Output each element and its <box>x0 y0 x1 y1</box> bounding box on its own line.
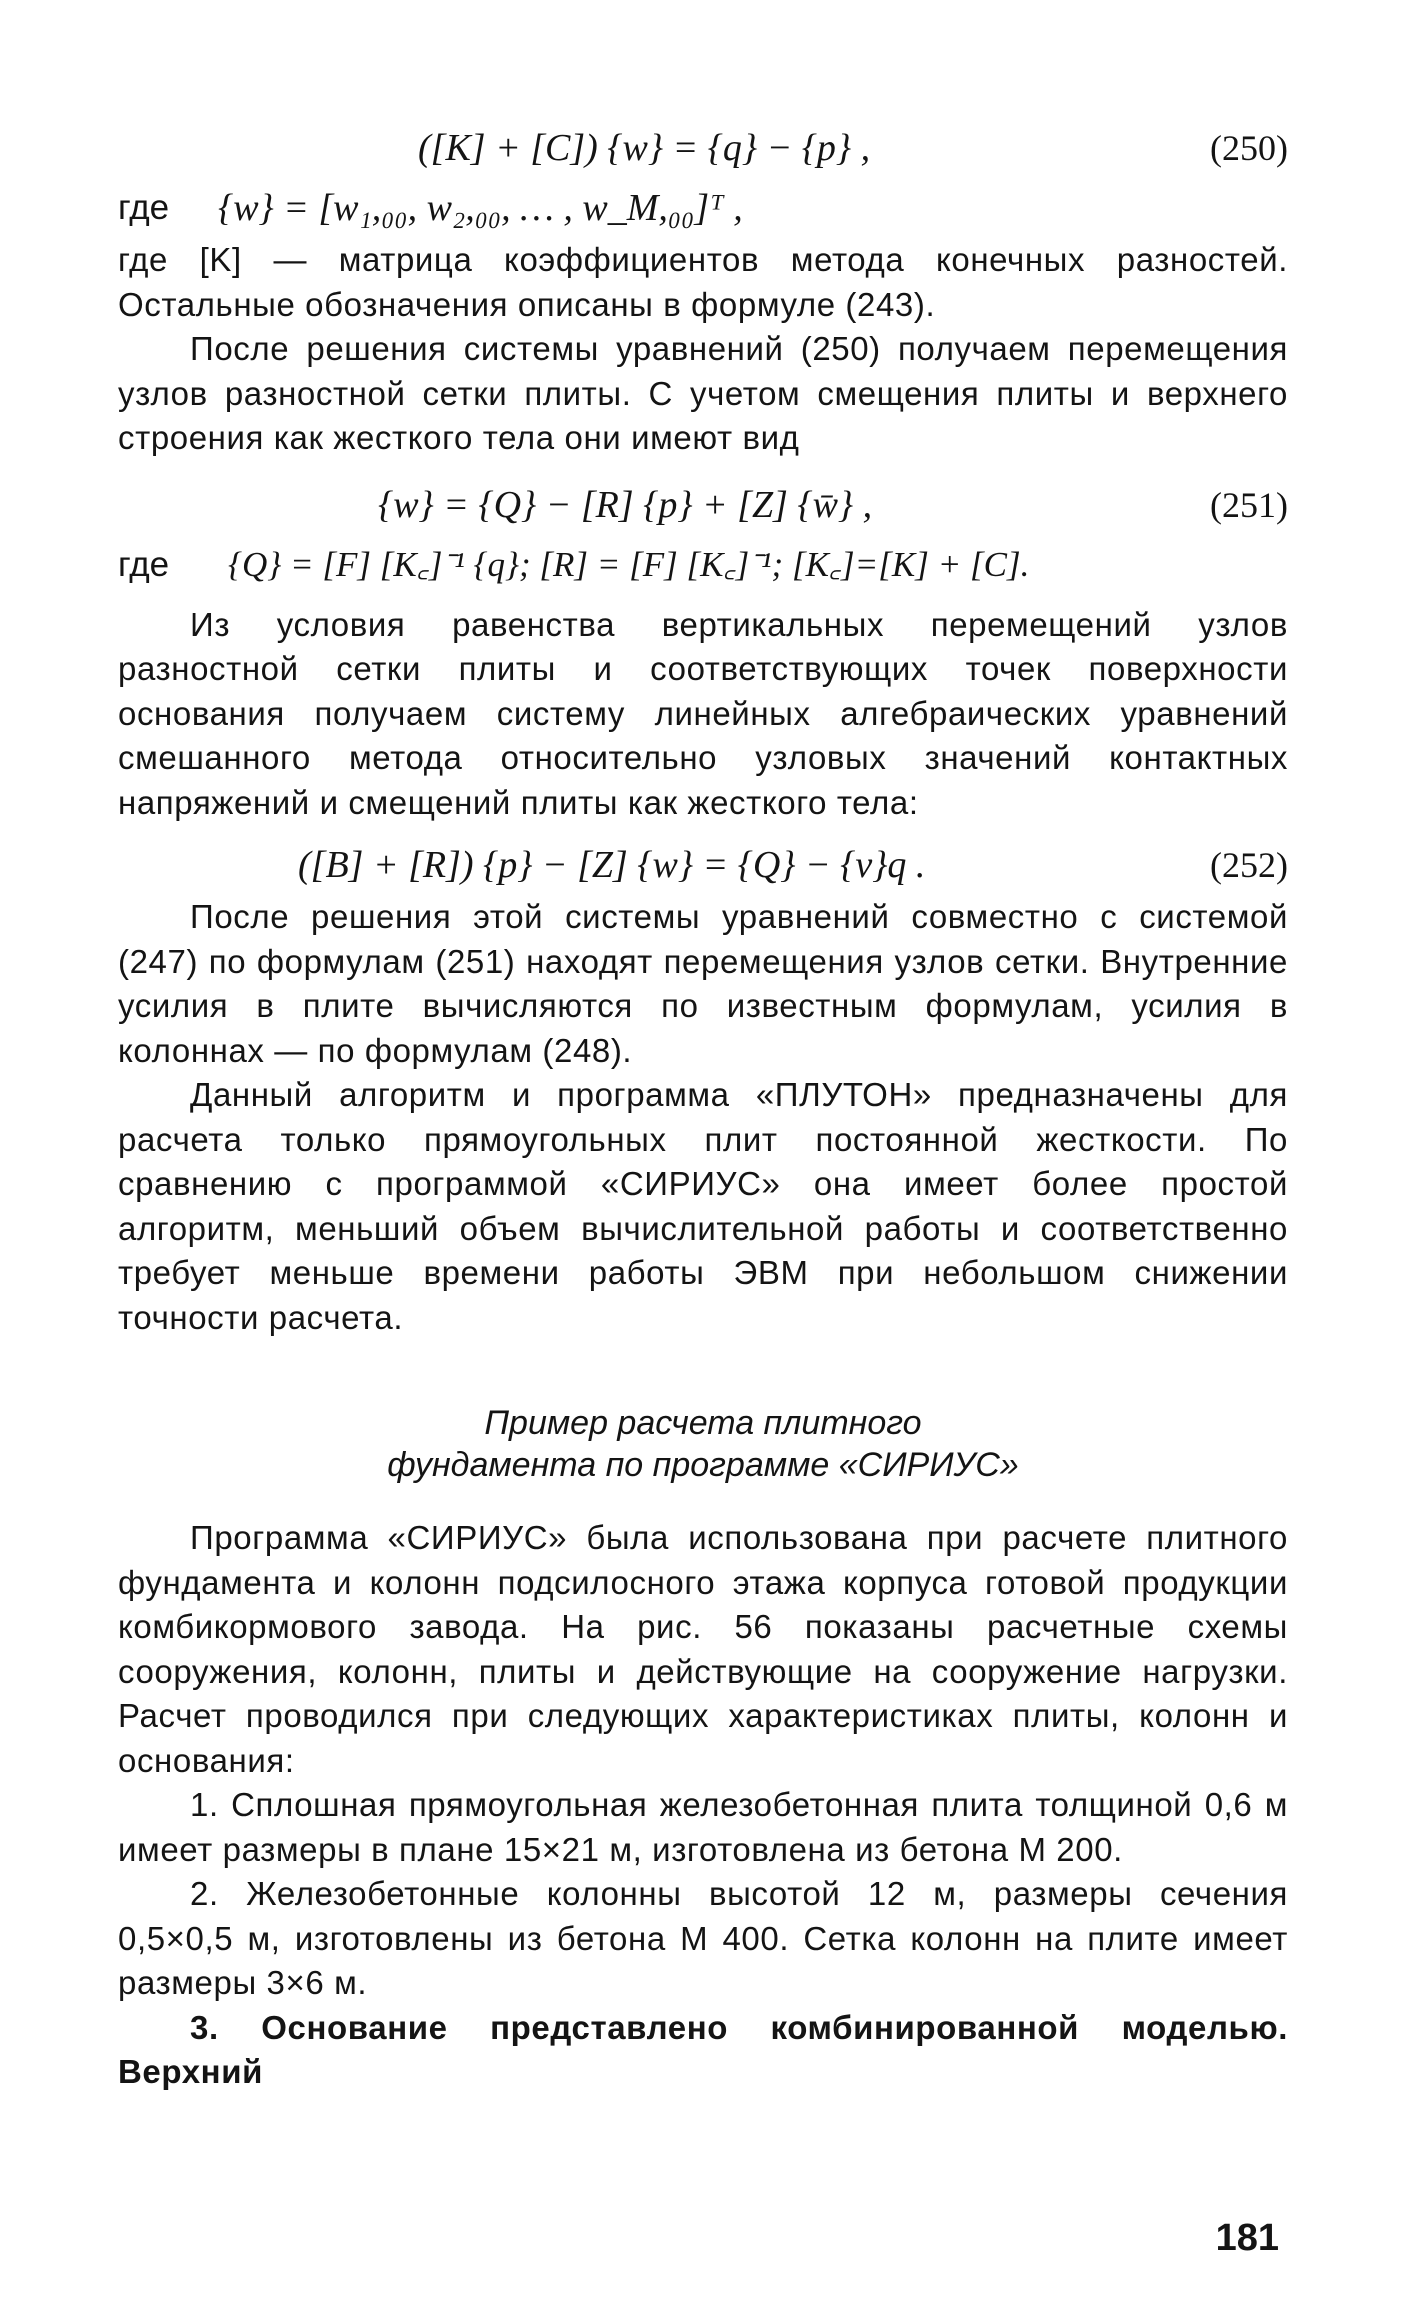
equation-250-formula: ([K] + [C]) {w} = {q} − {p} , <box>418 127 871 169</box>
section-heading-line-1: Пример расчета плитного <box>484 1404 922 1442</box>
list-item-1: 1. Сплошная прямоугольная железобетонная плита толщиной 0,6 м имеет размеры в плане 15×21 м, изготовлена из бетона М 200. <box>118 1786 1288 1868</box>
list-item-3: 3. Основание представлено комбинированной моделью. Верхний <box>118 2008 1288 2090</box>
paragraph-2: После решения системы уравнений (250) получаем перемещения узлов разностной сетки плиты. С учетом смещения плиты и верхнего строения как жесткого тела они имеют вид <box>118 330 1288 456</box>
paragraph-4: После решения этой системы уравнений совместно с системой (247) по формулам (251) находят перемещения узлов сетки. Внутренние усилия в плите вычисляются по известным формулам, усилия в колоннах — по формулам (248). <box>118 898 1288 1069</box>
paragraph-1: где [K] — матрица коэффициентов метода конечных разностей. Остальные обозначения описаны в формуле (243). <box>118 241 1288 323</box>
equation-252-number: (252) <box>1210 845 1288 885</box>
where-2-label: где <box>118 544 170 584</box>
page-number: 181 <box>1215 2217 1279 2259</box>
equation-251 <box>118 475 1288 535</box>
paragraph-5: Данный алгоритм и программа «ПЛУТОН» предназначены для расчета только прямоугольных плит постоянной жесткости. По сравнению с программой «СИРИУС» она имеет более простой алгоритм, меньший объем вычислительной работы и соответственно требует меньше времени работы ЭВМ при небольшом снижении точности расчета. <box>118 1076 1288 1336</box>
paragraph-6: Программа «СИРИУС» была использована при расчете плитного фундамента и колонн подсилосного этажа корпуса готовой продукции комбикормового завода. На рис. 56 показаны расчетные схемы сооружения, колонн, плиты и действующие на сооружение нагрузки. Расчет проводился при следующих характеристиках плиты, колонн и основания: <box>118 1519 1288 1779</box>
equation-252-formula: ([B] + [R]) {p} − [Z] {w} = {Q} − {v}q . <box>298 844 926 886</box>
list-item-2: 2. Железобетонные колонны высотой 12 м, размеры сечения 0,5×0,5 м, изготовлены из бетона М 400. Сетка колонн на плите имеет размеры 3×6 м. <box>118 1875 1288 2001</box>
where-2 <box>118 535 1288 595</box>
where-2-formula: {Q} = [F] [K꜀]⁻¹ {q}; [R] = [F] [K꜀]⁻¹; [K꜀]=[K] + [C]. <box>228 544 1030 584</box>
equation-250-number: (250) <box>1210 128 1288 168</box>
paragraph-3: Из условия равенства вертикальных перемещений узлов разностной сетки плиты и соответствующих точек поверхности основания получаем систему линейных алгебраических уравнений смешанного метода относительно узловых значений контактных напряжений и смещений плиты как жесткого тела: <box>118 605 1288 821</box>
section-heading-line-2: фундамента по программе «СИРИУС» <box>387 1446 1019 1484</box>
equation-252 <box>118 835 1288 895</box>
where-1-formula: {w} = [w₁,₀₀, w₂,₀₀, … , w_M,₀₀]ᵀ , <box>218 187 743 229</box>
where-1-label: где <box>118 188 170 227</box>
text-column <box>118 118 1288 2095</box>
equation-251-formula: {w} = {Q} − [R] {p} + [Z] {w̄} , <box>378 483 873 526</box>
equation-251-number: (251) <box>1210 484 1288 525</box>
equation-250 <box>118 118 1288 178</box>
where-1 <box>118 178 1288 238</box>
